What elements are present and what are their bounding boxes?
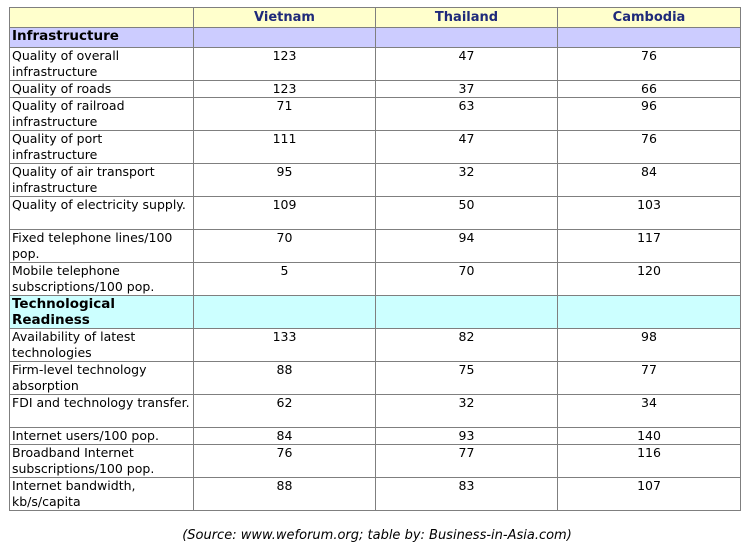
value-vietnam: 88 — [194, 478, 376, 511]
value-vietnam: 84 — [194, 428, 376, 445]
section-infrastructure-row — [10, 28, 741, 48]
value-thailand: 50 — [376, 197, 558, 230]
value-vietnam: 111 — [194, 131, 376, 164]
table-row — [10, 445, 741, 478]
header-thailand: Thailand — [376, 8, 558, 28]
section-technological-readiness-row — [10, 296, 741, 329]
value-cambodia: 66 — [558, 81, 741, 98]
value-cambodia: 76 — [558, 131, 741, 164]
header-cambodia: Cambodia — [558, 8, 741, 28]
value-cambodia: 107 — [558, 478, 741, 511]
row-label: Quality of electricity supply. — [10, 197, 194, 230]
row-label: Internet bandwidth, kb/s/capita — [10, 478, 194, 511]
value-cambodia: 96 — [558, 98, 741, 131]
value-thailand: 47 — [376, 48, 558, 81]
competitiveness-table — [9, 7, 741, 511]
value-vietnam: 88 — [194, 362, 376, 395]
value-cambodia: 116 — [558, 445, 741, 478]
row-label: Availability of latest technologies — [10, 329, 194, 362]
empty-cell — [558, 296, 741, 329]
row-label: Broadband Internet subscriptions/100 pop. — [10, 445, 194, 478]
value-thailand: 75 — [376, 362, 558, 395]
value-thailand: 93 — [376, 428, 558, 445]
table-row — [10, 197, 741, 230]
value-cambodia: 98 — [558, 329, 741, 362]
row-label: Mobile telephone subscriptions/100 pop. — [10, 263, 194, 296]
table-row — [10, 263, 741, 296]
value-cambodia: 103 — [558, 197, 741, 230]
empty-cell — [194, 28, 376, 48]
value-vietnam: 62 — [194, 395, 376, 428]
table-row — [10, 48, 741, 81]
row-label: Quality of railroad infrastructure — [10, 98, 194, 131]
value-thailand: 83 — [376, 478, 558, 511]
value-vietnam: 71 — [194, 98, 376, 131]
table-row — [10, 98, 741, 131]
row-label: Quality of roads — [10, 81, 194, 98]
section-title: Infrastructure — [10, 28, 194, 48]
source-caption: (Source: www.weforum.org; table by: Business-in-Asia.com) — [182, 528, 572, 543]
value-thailand: 77 — [376, 445, 558, 478]
table-row — [10, 329, 741, 362]
value-vietnam: 95 — [194, 164, 376, 197]
value-cambodia: 34 — [558, 395, 741, 428]
value-vietnam: 76 — [194, 445, 376, 478]
value-thailand: 47 — [376, 131, 558, 164]
value-cambodia: 140 — [558, 428, 741, 445]
row-label: Firm-level technology absorption — [10, 362, 194, 395]
value-vietnam: 123 — [194, 48, 376, 81]
value-thailand: 37 — [376, 81, 558, 98]
header-row — [10, 8, 741, 28]
value-thailand: 70 — [376, 263, 558, 296]
value-vietnam: 5 — [194, 263, 376, 296]
value-thailand: 63 — [376, 98, 558, 131]
empty-cell — [376, 28, 558, 48]
value-cambodia: 84 — [558, 164, 741, 197]
value-thailand: 32 — [376, 164, 558, 197]
table-row — [10, 395, 741, 428]
value-thailand: 94 — [376, 230, 558, 263]
value-thailand: 32 — [376, 395, 558, 428]
value-cambodia: 117 — [558, 230, 741, 263]
value-vietnam: 109 — [194, 197, 376, 230]
table-row — [10, 362, 741, 395]
value-cambodia: 77 — [558, 362, 741, 395]
empty-cell — [558, 28, 741, 48]
section-title: Technological Readiness — [10, 296, 194, 329]
header-corner-cell — [10, 8, 194, 28]
table-row — [10, 478, 741, 511]
row-label: Quality of air transport infrastructure — [10, 164, 194, 197]
row-label: Quality of port infrastructure — [10, 131, 194, 164]
table-row — [10, 428, 741, 445]
value-cambodia: 120 — [558, 263, 741, 296]
row-label: FDI and technology transfer. — [10, 395, 194, 428]
row-label: Quality of overall infrastructure — [10, 48, 194, 81]
table-row — [10, 164, 741, 197]
value-vietnam: 133 — [194, 329, 376, 362]
value-thailand: 82 — [376, 329, 558, 362]
empty-cell — [376, 296, 558, 329]
table-row — [10, 230, 741, 263]
value-vietnam: 123 — [194, 81, 376, 98]
table-row — [10, 131, 741, 164]
value-cambodia: 76 — [558, 48, 741, 81]
row-label: Internet users/100 pop. — [10, 428, 194, 445]
row-label: Fixed telephone lines/100 pop. — [10, 230, 194, 263]
table-row — [10, 81, 741, 98]
header-vietnam: Vietnam — [194, 8, 376, 28]
empty-cell — [194, 296, 376, 329]
value-vietnam: 70 — [194, 230, 376, 263]
